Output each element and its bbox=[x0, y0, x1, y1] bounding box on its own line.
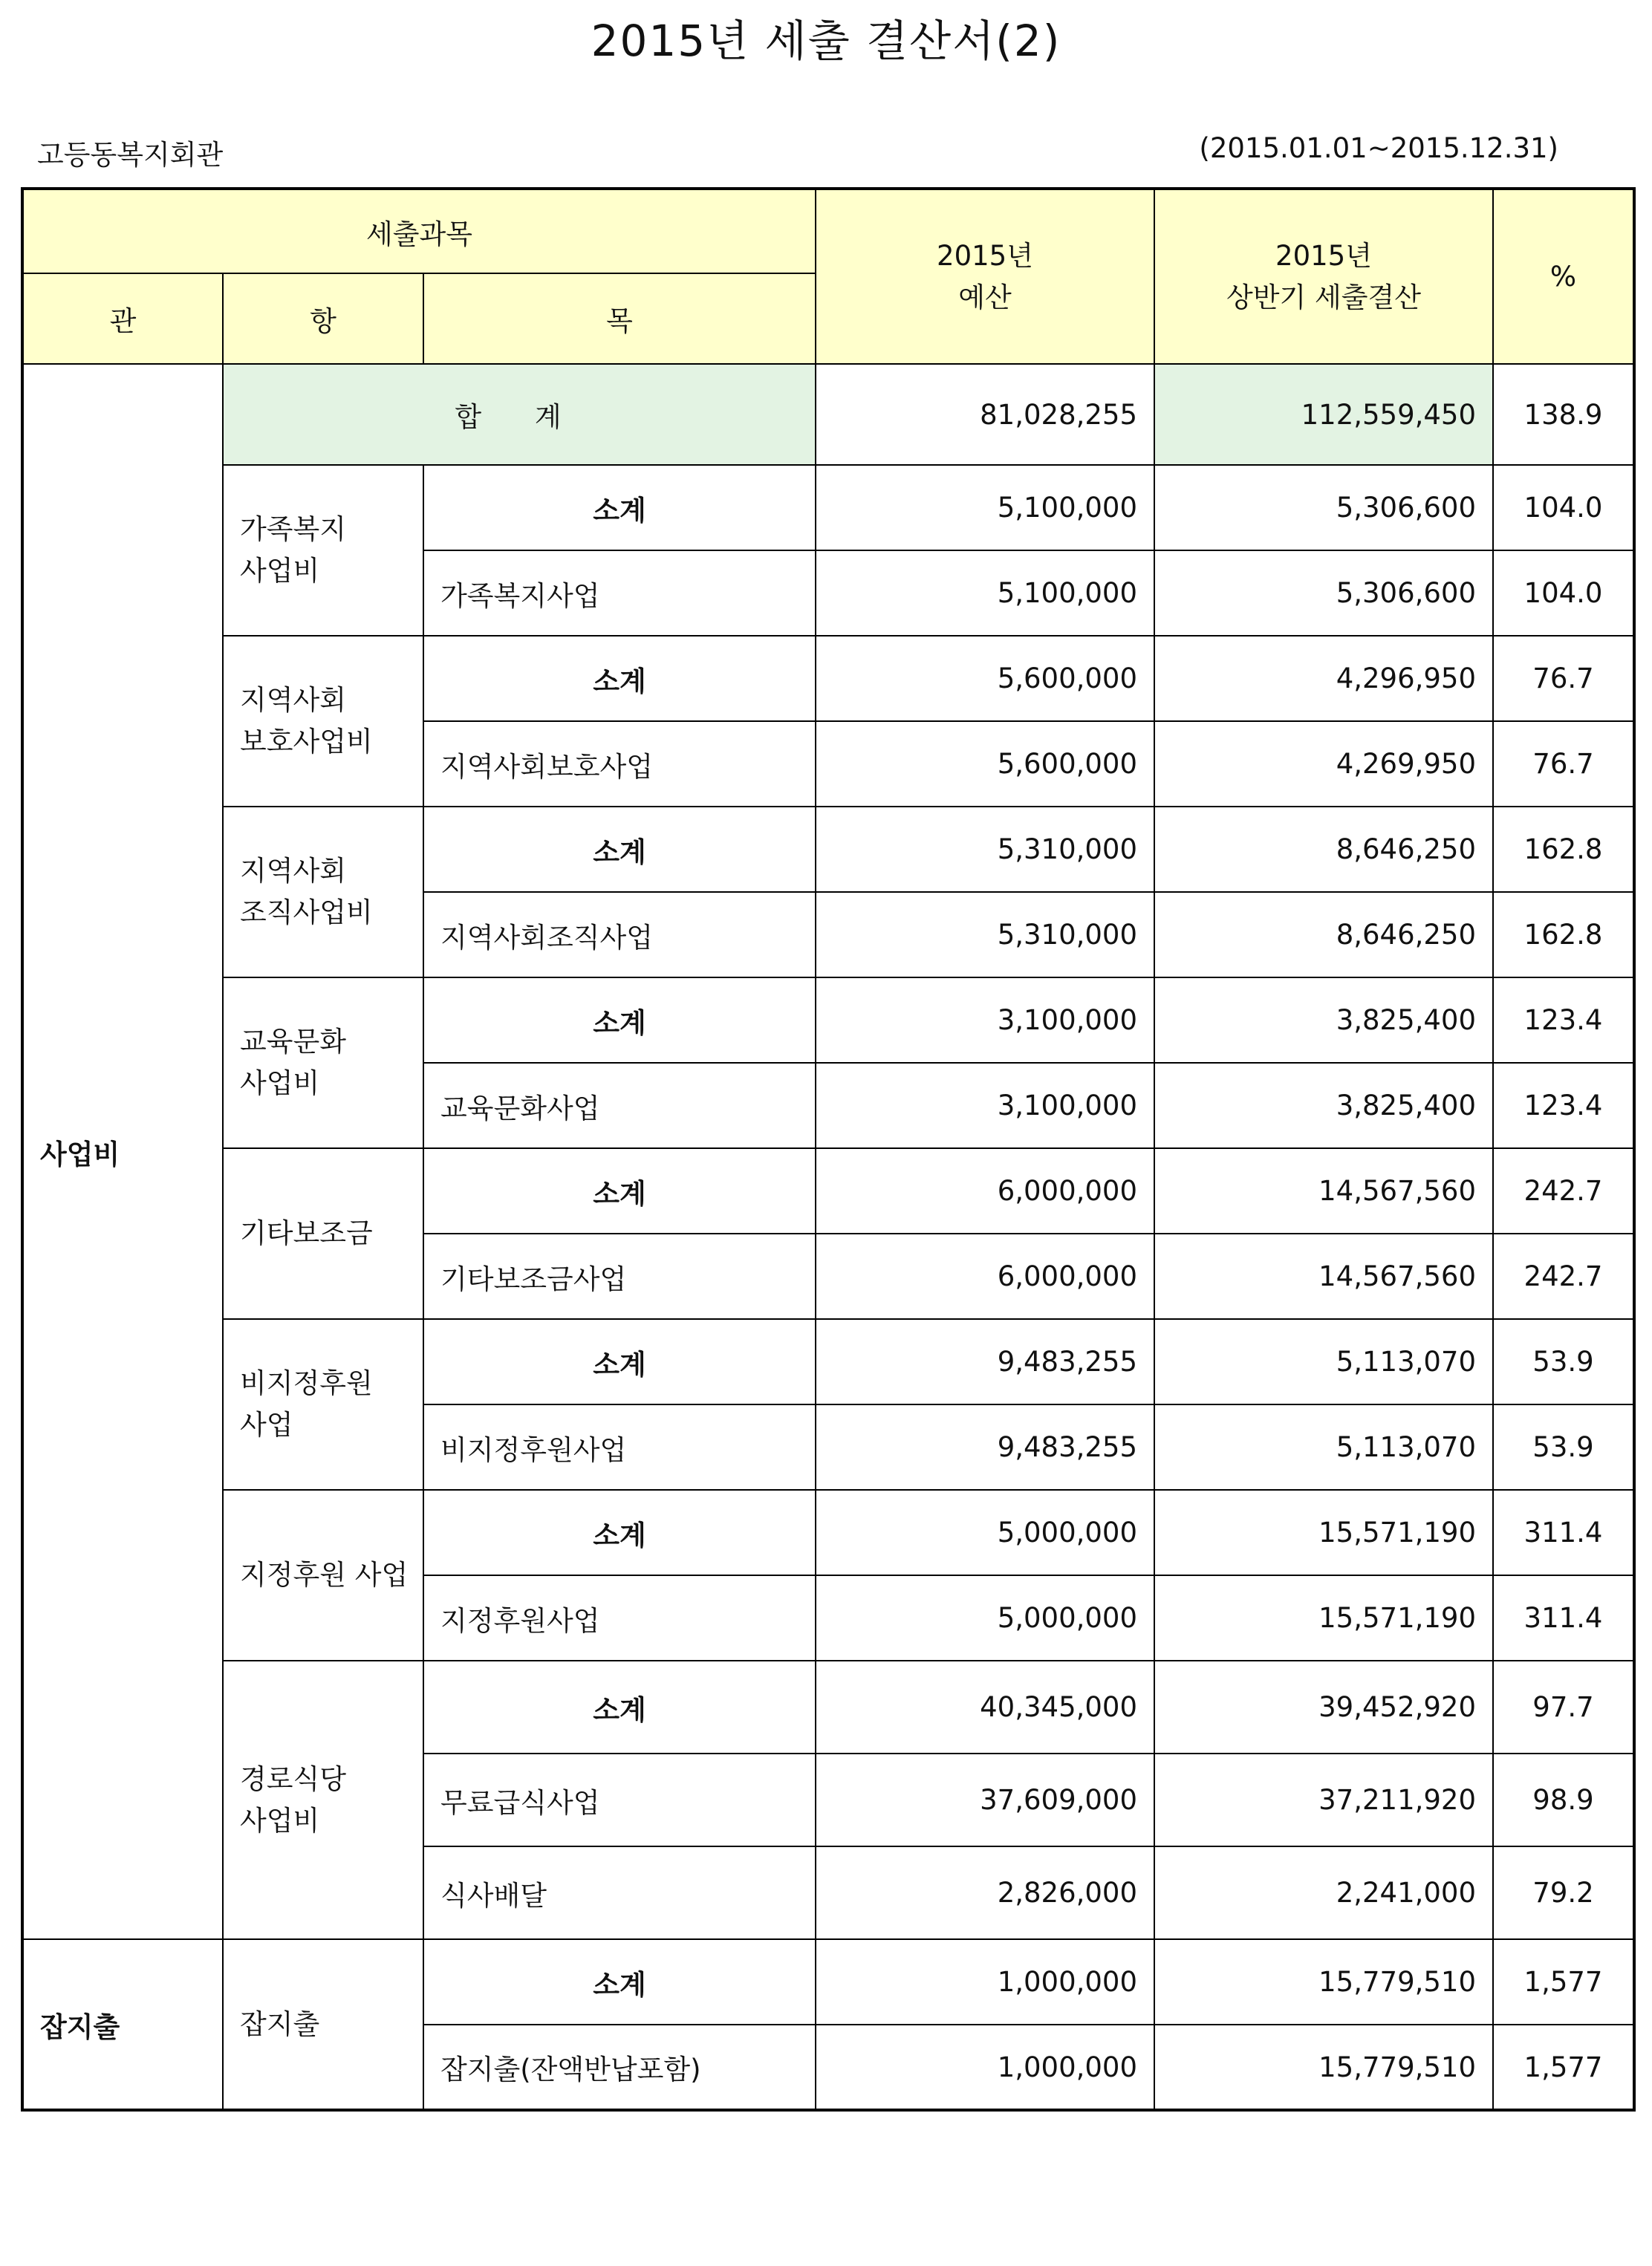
item-percent: 104.0 bbox=[1493, 550, 1634, 636]
item-percent: 98.9 bbox=[1493, 1754, 1634, 1846]
subtotal-budget: 6,000,000 bbox=[816, 1148, 1154, 1234]
subtotal-settlement: 14,567,560 bbox=[1154, 1148, 1493, 1234]
item-budget: 5,000,000 bbox=[816, 1575, 1154, 1661]
item-budget: 1,000,000 bbox=[816, 2025, 1154, 2110]
hang-label: 기타보조금 bbox=[223, 1148, 423, 1319]
subtotal-label: 소계 bbox=[423, 807, 816, 892]
subtotal-settlement: 8,646,250 bbox=[1154, 807, 1493, 892]
subtotal-percent: 123.4 bbox=[1493, 977, 1634, 1063]
item-label: 지역사회보호사업 bbox=[423, 721, 816, 807]
subtotal-row bbox=[22, 1490, 1634, 1575]
item-settlement: 37,211,920 bbox=[1154, 1754, 1493, 1846]
item-budget: 5,310,000 bbox=[816, 892, 1154, 977]
item-settlement: 15,571,190 bbox=[1154, 1575, 1493, 1661]
total-percent: 138.9 bbox=[1493, 364, 1634, 465]
header-account-group: 세출과목 bbox=[22, 189, 816, 273]
header-row-1 bbox=[22, 189, 1634, 273]
subtotal-label: 소계 bbox=[423, 1148, 816, 1234]
subtotal-row bbox=[22, 977, 1634, 1063]
subtotal-budget: 5,100,000 bbox=[816, 465, 1154, 550]
subtotal-settlement: 5,113,070 bbox=[1154, 1319, 1493, 1404]
subtotal-row bbox=[22, 1148, 1634, 1234]
header-gwan: 관 bbox=[22, 273, 223, 364]
gwan-business: 사업비 bbox=[22, 364, 223, 1939]
item-percent: 162.8 bbox=[1493, 892, 1634, 977]
item-budget: 5,600,000 bbox=[816, 721, 1154, 807]
header-budget bbox=[816, 189, 1154, 364]
subtotal-percent: 76.7 bbox=[1493, 636, 1634, 721]
subtotal-row bbox=[22, 636, 1634, 721]
subtotal-percent: 97.7 bbox=[1493, 1661, 1634, 1754]
item-percent: 79.2 bbox=[1493, 1846, 1634, 1939]
subtotal-percent: 162.8 bbox=[1493, 807, 1634, 892]
subtotal-percent: 1,577 bbox=[1493, 1939, 1634, 2025]
item-label: 비지정후원사업 bbox=[423, 1404, 816, 1490]
hang-label: 지역사회 조직사업비 bbox=[223, 807, 423, 977]
subtotal-settlement: 39,452,920 bbox=[1154, 1661, 1493, 1754]
item-settlement: 2,241,000 bbox=[1154, 1846, 1493, 1939]
subtotal-label: 소계 bbox=[423, 636, 816, 721]
subtotal-budget: 5,000,000 bbox=[816, 1490, 1154, 1575]
hang-label: 가족복지 사업비 bbox=[223, 465, 423, 636]
subtotal-settlement: 15,779,510 bbox=[1154, 1939, 1493, 2025]
hang-label: 지역사회 보호사업비 bbox=[223, 636, 423, 807]
item-label: 무료급식사업 bbox=[423, 1754, 816, 1846]
subtotal-budget: 1,000,000 bbox=[816, 1939, 1154, 2025]
item-label: 교육문화사업 bbox=[423, 1063, 816, 1148]
hang-label: 비지정후원 사업 bbox=[223, 1319, 423, 1490]
item-settlement: 5,306,600 bbox=[1154, 550, 1493, 636]
item-budget: 6,000,000 bbox=[816, 1234, 1154, 1319]
gwan-misc: 잡지출 bbox=[22, 1939, 223, 2110]
header-mok: 목 bbox=[423, 273, 816, 364]
item-label: 가족복지사업 bbox=[423, 550, 816, 636]
subtotal-percent: 53.9 bbox=[1493, 1319, 1634, 1404]
subtotal-budget: 40,345,000 bbox=[816, 1661, 1154, 1754]
item-label: 지정후원사업 bbox=[423, 1575, 816, 1661]
header-settlement-line1: 2015년 bbox=[1275, 239, 1372, 272]
total-row bbox=[22, 364, 1634, 465]
subtotal-settlement: 5,306,600 bbox=[1154, 465, 1493, 550]
item-percent: 242.7 bbox=[1493, 1234, 1634, 1319]
subtotal-percent: 311.4 bbox=[1493, 1490, 1634, 1575]
item-label: 식사배달 bbox=[423, 1846, 816, 1939]
item-settlement: 5,113,070 bbox=[1154, 1404, 1493, 1490]
subtotal-percent: 242.7 bbox=[1493, 1148, 1634, 1234]
total-label-text: 합 계 bbox=[455, 401, 584, 433]
item-percent: 76.7 bbox=[1493, 721, 1634, 807]
header-percent: % bbox=[1493, 189, 1634, 364]
subtotal-percent: 104.0 bbox=[1493, 465, 1634, 550]
item-percent: 123.4 bbox=[1493, 1063, 1634, 1148]
organization-name: 고등동복지회관 bbox=[37, 139, 224, 171]
item-settlement: 15,779,510 bbox=[1154, 2025, 1493, 2110]
total-budget: 81,028,255 bbox=[816, 364, 1154, 465]
header-budget-line1: 2015년 bbox=[937, 239, 1033, 272]
subtotal-budget: 9,483,255 bbox=[816, 1319, 1154, 1404]
item-label: 잡지출(잔액반납포함) bbox=[423, 2025, 816, 2110]
subtotal-row bbox=[22, 465, 1634, 550]
item-budget: 3,100,000 bbox=[816, 1063, 1154, 1148]
total-settlement: 112,559,450 bbox=[1154, 364, 1493, 465]
subtotal-row bbox=[22, 1319, 1634, 1404]
item-budget: 2,826,000 bbox=[816, 1846, 1154, 1939]
subtotal-label: 소계 bbox=[423, 977, 816, 1063]
item-label: 기타보조금사업 bbox=[423, 1234, 816, 1319]
hang-label: 교육문화 사업비 bbox=[223, 977, 423, 1148]
item-budget: 9,483,255 bbox=[816, 1404, 1154, 1490]
hang-label: 지정후원 사업 bbox=[223, 1490, 423, 1661]
header-hang: 항 bbox=[223, 273, 423, 364]
subtotal-row bbox=[22, 1939, 1634, 2025]
subtotal-settlement: 4,296,950 bbox=[1154, 636, 1493, 721]
subtotal-budget: 3,100,000 bbox=[816, 977, 1154, 1063]
item-budget: 37,609,000 bbox=[816, 1754, 1154, 1846]
subtotal-budget: 5,600,000 bbox=[816, 636, 1154, 721]
item-label: 지역사회조직사업 bbox=[423, 892, 816, 977]
subtotal-row bbox=[22, 1661, 1634, 1754]
subtotal-label: 소계 bbox=[423, 1661, 816, 1754]
subtotal-settlement: 3,825,400 bbox=[1154, 977, 1493, 1063]
subtotal-row bbox=[22, 807, 1634, 892]
header-settlement-line2: 상반기 세출결산 bbox=[1226, 281, 1421, 313]
subtotal-label: 소계 bbox=[423, 465, 816, 550]
item-percent: 1,577 bbox=[1493, 2025, 1634, 2110]
subtotal-label: 소계 bbox=[423, 1490, 816, 1575]
header-settlement bbox=[1154, 189, 1493, 364]
item-settlement: 14,567,560 bbox=[1154, 1234, 1493, 1319]
period-range: (2015.01.01~2015.12.31) bbox=[1199, 132, 1558, 164]
item-settlement: 8,646,250 bbox=[1154, 892, 1493, 977]
header-budget-line2: 예산 bbox=[958, 281, 1012, 313]
subtotal-label: 소계 bbox=[423, 1319, 816, 1404]
subtotal-settlement: 15,571,190 bbox=[1154, 1490, 1493, 1575]
hang-label: 잡지출 bbox=[223, 1939, 423, 2110]
item-percent: 53.9 bbox=[1493, 1404, 1634, 1490]
item-budget: 5,100,000 bbox=[816, 550, 1154, 636]
hang-label: 경로식당 사업비 bbox=[223, 1661, 423, 1939]
page-title: 2015년 세출 결산서(2) bbox=[591, 16, 1061, 66]
total-label bbox=[223, 364, 816, 465]
subtotal-label: 소계 bbox=[423, 1939, 816, 2025]
item-settlement: 4,269,950 bbox=[1154, 721, 1493, 807]
settlement-table bbox=[21, 187, 1636, 2112]
subtotal-budget: 5,310,000 bbox=[816, 807, 1154, 892]
item-percent: 311.4 bbox=[1493, 1575, 1634, 1661]
item-settlement: 3,825,400 bbox=[1154, 1063, 1493, 1148]
